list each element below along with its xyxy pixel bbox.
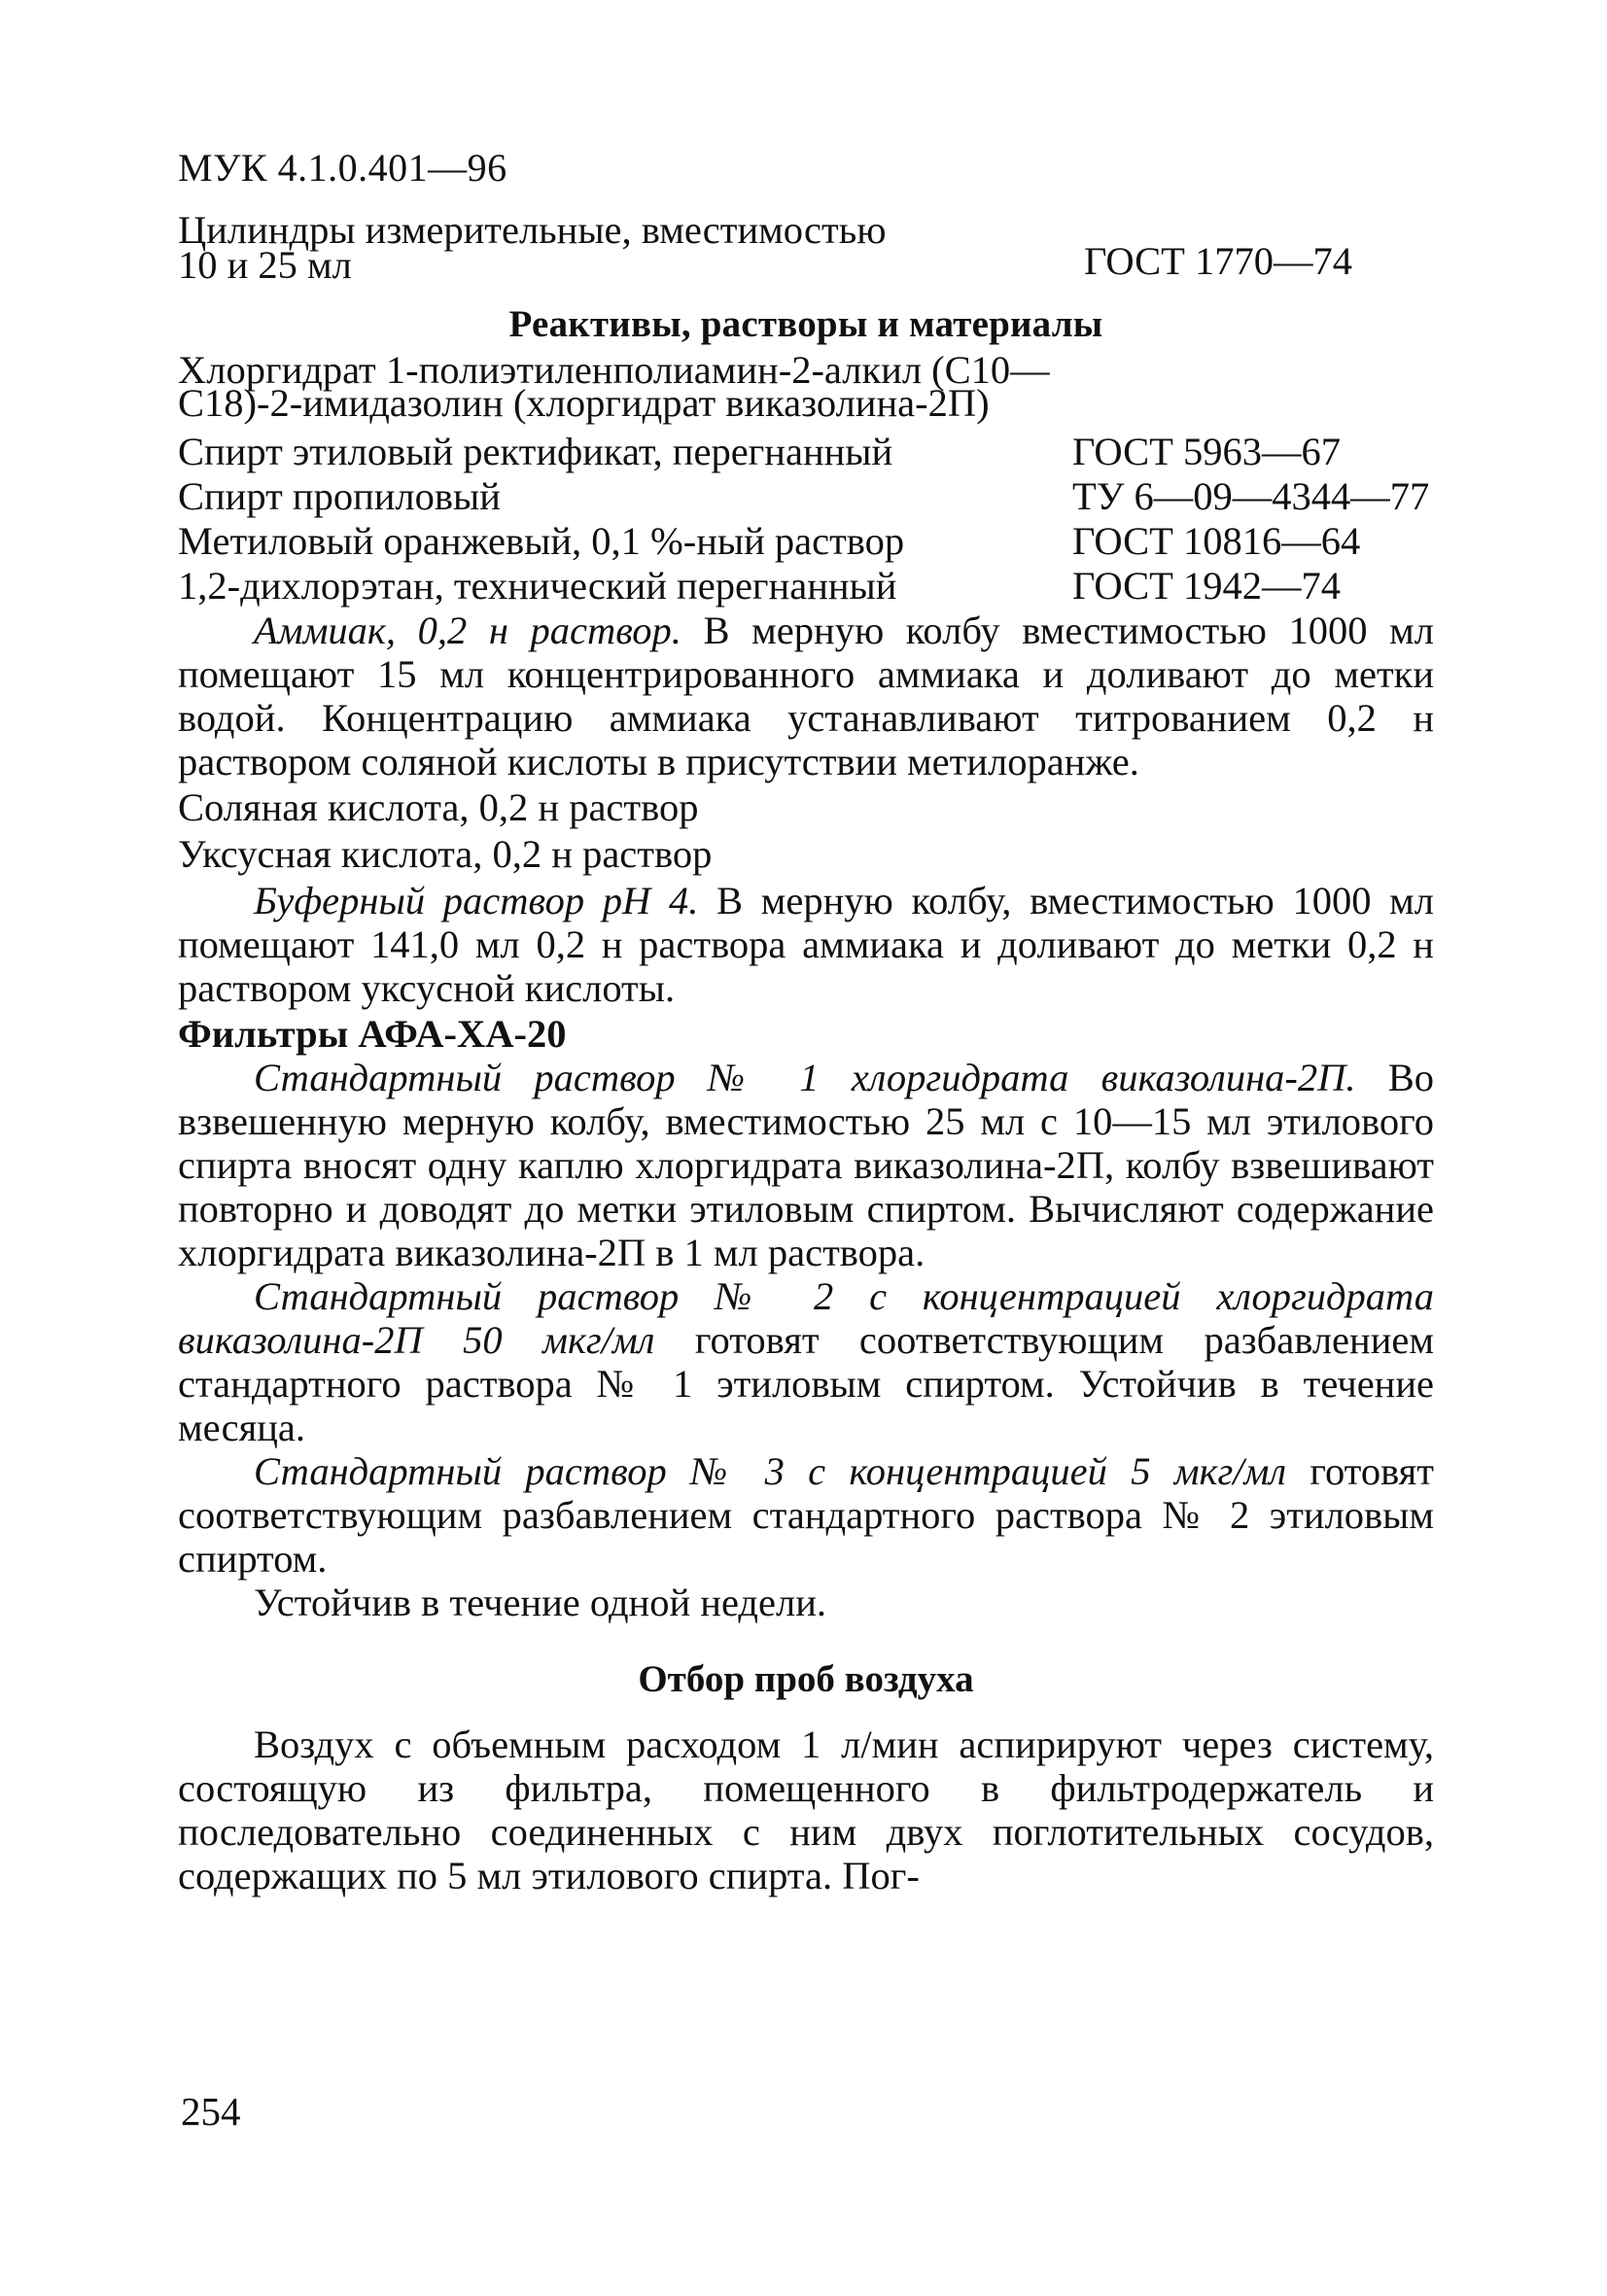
reagent-item-standard: ГОСТ 5963—67 <box>1072 430 1342 473</box>
reagent-item-name: Спирт этиловый ректификат, перегнанный <box>178 430 893 473</box>
standard-solution-1-title: Стандартный раствор № 1 хлоргидрата виказолина-2П. <box>254 1056 1356 1099</box>
reagent-item <box>178 430 1434 473</box>
standard-solution-3-title: Стандартный раствор № 3 с концентрацией 5 мкг/мл <box>254 1449 1287 1493</box>
buffer-text: В мерную колбу, вместимостью 1000 мл помещают 141,0 мл 0,2 н раствора аммиака и доливают до метки 0,2 н раствором уксусной кислоты. <box>178 879 1434 1010</box>
sampling-paragraph: Воздух с объемным расходом 1 л/мин аспирируют через систему, состоящую из фильтра, помещенного в фильтродержатель и последовательно соединенных с ним двух поглотительных сосудов, содержащих по 5 мл этилового спирта. Пог- <box>178 1722 1434 1897</box>
reagent-item-name: Спирт пропиловый <box>178 474 501 518</box>
standard-solution-3-stability: Устойчив в течение одной недели. <box>254 1581 826 1624</box>
reagent-item <box>178 519 1434 563</box>
buffer-title: Буферный раствор рН 4. <box>254 879 699 922</box>
page-number: 254 <box>181 2089 241 2134</box>
reagent-item-name: 1,2-дихлорэтан, технический перегнанный <box>178 564 897 608</box>
standard-solution-2-text: готовят соответствующим разбавлением стандартного раствора № 1 этиловым спиртом. Устойчив в течение месяца. <box>178 1318 1434 1449</box>
ammonia-title: Аммиак, 0,2 н раствор. <box>254 609 681 652</box>
hcl-line: Соляная кислота, 0,2 н раствор <box>178 785 699 829</box>
standard-solution-2-title: Стандартный раствор № 2 с концентрацией хлоргидрата виказолина-2П 50 мкг/мл <box>178 1274 1434 1362</box>
ammonia-paragraph <box>178 609 1434 783</box>
reagent-item-standard: ТУ 6—09—4344—77 <box>1072 474 1430 518</box>
equipment-item-standard: ГОСТ 1770—74 <box>1084 239 1353 283</box>
equipment-item <box>178 208 1434 287</box>
acetic-acid-line: Уксусная кислота, 0,2 н раствор <box>178 832 713 876</box>
reagent-item-standard: ГОСТ 1942—74 <box>1072 564 1342 608</box>
standard-solution-2-paragraph <box>178 1274 1434 1449</box>
standard-solution-3-text: готовят соответствующим разбавлением стандартного раствора № 2 этиловым спиртом. <box>178 1449 1435 1581</box>
equipment-item-line1: Цилиндры измерительные, вместимостью <box>178 208 887 252</box>
ammonia-text: В мерную колбу вместимостью 1000 мл помещают 15 мл концентрированного аммиака и доливают до метки водой. Концентрацию аммиака устанавливают титрованием 0,2 н раствором соляной кислоты в присутствии метилоранже. <box>178 609 1434 783</box>
reagent-item <box>178 474 1434 518</box>
equipment-item-line2: 10 и 25 мл <box>178 243 352 287</box>
sampling-section-title: Отбор проб воздуха <box>638 1658 974 1700</box>
document-code: МУК 4.1.0.401—96 <box>178 146 507 190</box>
reagent-item-standard: ГОСТ 10816—64 <box>1072 519 1361 563</box>
reagent-item-first-name: Хлоргидрат 1-полиэтиленполиамин-2-алкил (С10—С18)-2-имидазолин (хлоргидрат виказолина-2П) <box>178 348 1050 425</box>
document-page <box>178 146 1434 1897</box>
standard-solution-1-text: Во взвешенную мерную колбу, вместимостью 25 мл с 10—15 мл этилового спирта вносят одну каплю хлоргидрата виказолина-2П, колбу взвешивают повторно и доводят до метки этиловым спиртом. Вычисляют содержание хлоргидрата виказолина-2П в 1 мл раствора. <box>178 1056 1434 1274</box>
filters-line: Фильтры АФА-ХА-20 <box>178 1012 567 1056</box>
equipment-item-name <box>178 208 1033 287</box>
reagent-item <box>178 564 1434 608</box>
reagent-item-name: Метиловый оранжевый, 0,1 %-ный раствор <box>178 519 905 563</box>
standard-solution-3-paragraph <box>178 1449 1434 1581</box>
reagent-item-first <box>178 348 1434 425</box>
standard-solution-1-paragraph <box>178 1056 1434 1274</box>
buffer-paragraph <box>178 879 1434 1010</box>
reagents-section-title: Реактивы, растворы и материалы <box>508 303 1103 345</box>
